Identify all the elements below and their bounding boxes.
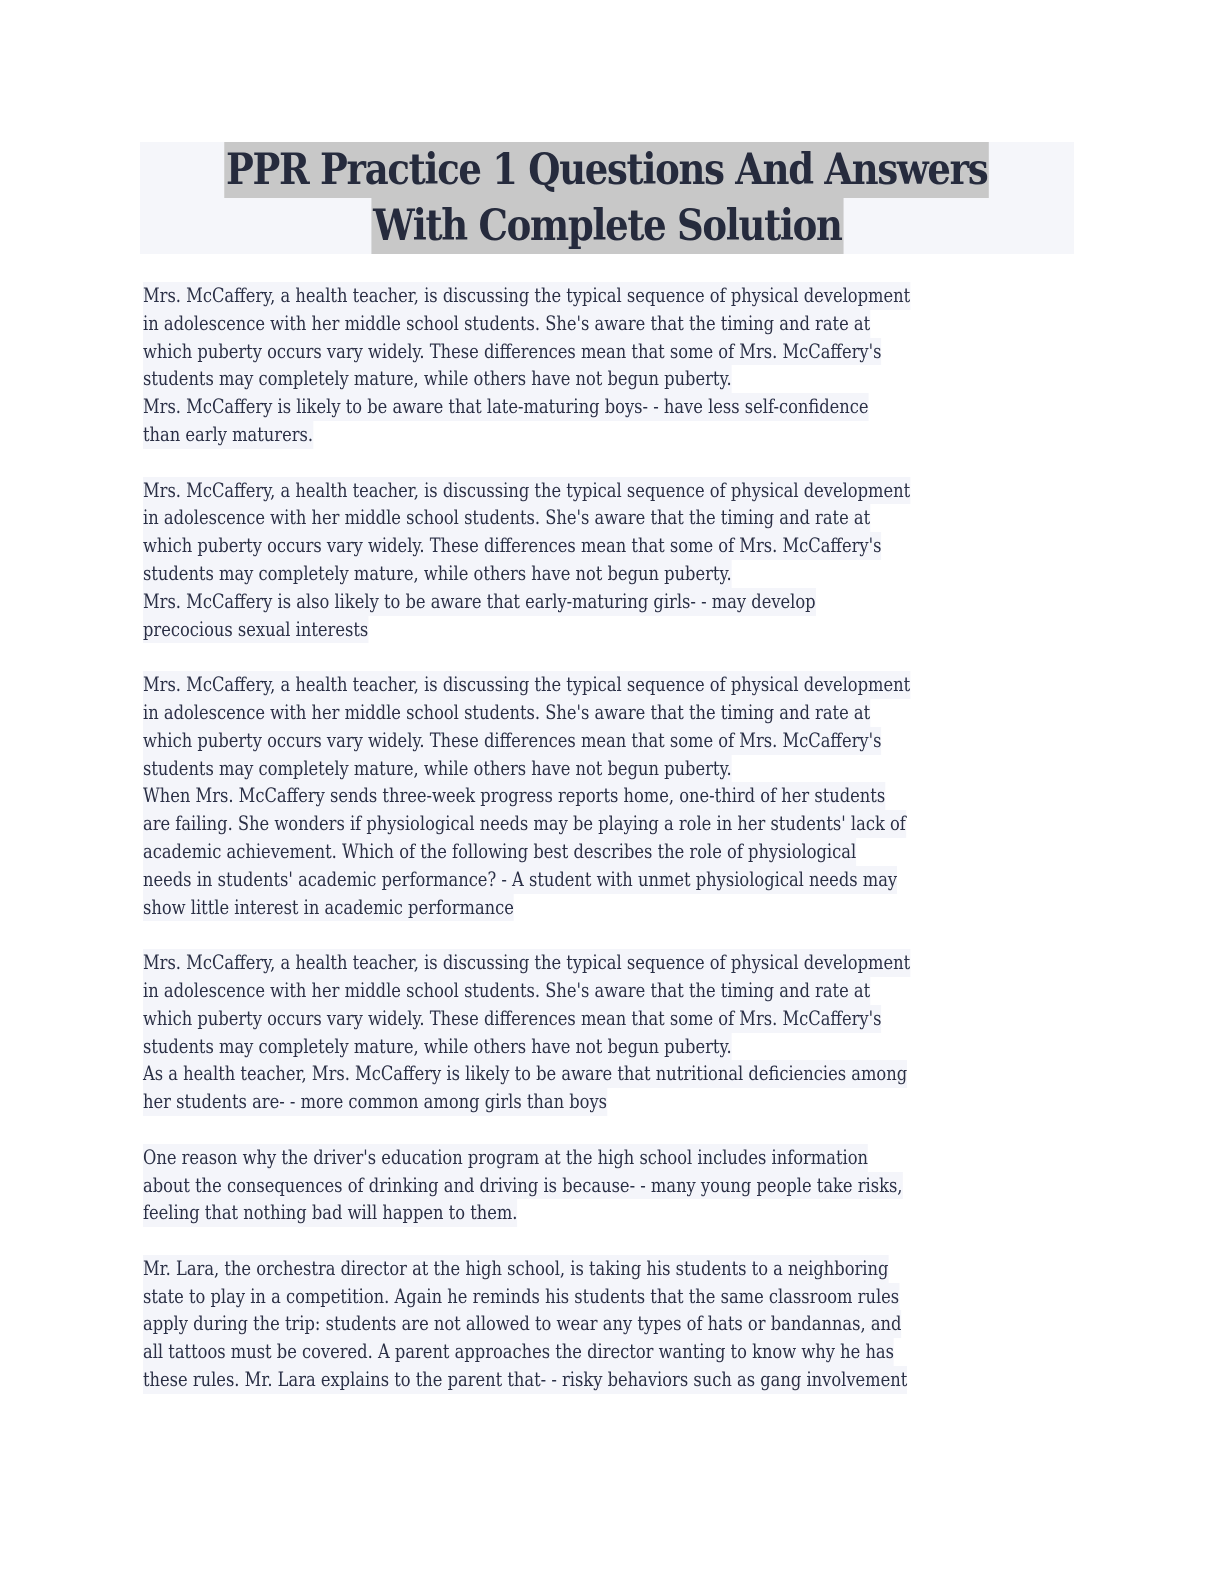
text-line-content: in adolescence with her middle school students. She's aware that the timing and rate at <box>143 699 870 727</box>
text-line-content: students may completely mature, while others have not begun puberty. <box>143 365 732 393</box>
qa-entry <box>143 477 1083 644</box>
text-line <box>143 310 1083 338</box>
text-line <box>143 949 1083 977</box>
text-line-content: apply during the trip: students are not allowed to wear any types of hats or bandannas, and <box>143 1310 901 1338</box>
title-line-1: PPR Practice 1 Questions And Answers <box>225 142 990 198</box>
qa-entry <box>143 282 1083 449</box>
text-line <box>143 1283 1083 1311</box>
text-line <box>143 1366 1083 1394</box>
text-line <box>143 1255 1083 1283</box>
text-line-content: show little interest in academic performance <box>143 894 514 922</box>
text-line-content: which puberty occurs vary widely. These differences mean that some of Mrs. McCaffery's <box>143 338 881 366</box>
text-line <box>143 699 1083 727</box>
text-line-content: are failing. She wonders if physiological needs may be playing a role in her students' lack of <box>143 810 906 838</box>
qa-entry <box>143 949 1083 1116</box>
text-line-content: these rules. Mr. Lara explains to the parent that- - risky behaviors such as gang involvement <box>143 1366 907 1394</box>
qa-entry <box>143 671 1083 921</box>
text-line <box>143 282 1083 310</box>
text-line-content: Mrs. McCaffery is likely to be aware that late-maturing boys- - have less self-confidence <box>143 393 869 421</box>
text-line-content: precocious sexual interests <box>143 616 368 644</box>
text-line <box>143 727 1083 755</box>
text-line-content: her students are- - more common among girls than boys <box>143 1088 607 1116</box>
text-line <box>143 393 1083 421</box>
text-line <box>143 477 1083 505</box>
text-line <box>143 504 1083 532</box>
text-line <box>143 1199 1083 1227</box>
text-line <box>143 782 1083 810</box>
text-line-content: Mrs. McCaffery, a health teacher, is discussing the typical sequence of physical development <box>143 949 910 977</box>
text-line <box>143 1033 1083 1061</box>
text-line-content: than early maturers. <box>143 421 313 449</box>
text-line-content: students may completely mature, while others have not begun puberty. <box>143 1033 732 1061</box>
text-line <box>143 755 1083 783</box>
text-line <box>143 1338 1083 1366</box>
text-line-content: in adolescence with her middle school students. She's aware that the timing and rate at <box>143 977 870 1005</box>
qa-entry <box>143 1255 1083 1394</box>
text-line <box>143 421 1083 449</box>
text-line-content: When Mrs. McCaffery sends three-week progress reports home, one-third of her students <box>143 782 885 810</box>
text-line <box>143 1005 1083 1033</box>
text-line-content: which puberty occurs vary widely. These differences mean that some of Mrs. McCaffery's <box>143 727 881 755</box>
text-line <box>143 1060 1083 1088</box>
document-title <box>140 142 1074 254</box>
text-line-content: Mrs. McCaffery, a health teacher, is discussing the typical sequence of physical development <box>143 282 910 310</box>
text-line <box>143 838 1083 866</box>
text-line-content: students may completely mature, while others have not begun puberty. <box>143 755 732 783</box>
text-line <box>143 532 1083 560</box>
text-line <box>143 671 1083 699</box>
text-line-content: in adolescence with her middle school students. She's aware that the timing and rate at <box>143 504 870 532</box>
text-line-content: state to play in a competition. Again he reminds his students that the same classroom rules <box>143 1283 899 1311</box>
text-line-content: needs in students' academic performance? - A student with unmet physiological needs may <box>143 866 897 894</box>
text-line <box>143 1144 1083 1172</box>
text-line-content: all tattoos must be covered. A parent approaches the director wanting to know why he has <box>143 1338 894 1366</box>
text-line-content: Mrs. McCaffery is also likely to be aware that early-maturing girls- - may develop <box>143 588 816 616</box>
document-body <box>143 282 1083 1422</box>
text-line-content: One reason why the driver's education program at the high school includes information <box>143 1144 868 1172</box>
text-line <box>143 365 1083 393</box>
text-line-content: which puberty occurs vary widely. These differences mean that some of Mrs. McCaffery's <box>143 532 881 560</box>
text-line <box>143 1172 1083 1200</box>
text-line-content: Mr. Lara, the orchestra director at the high school, is taking his students to a neighboring <box>143 1255 888 1283</box>
text-line <box>143 1310 1083 1338</box>
text-line <box>143 338 1083 366</box>
text-line <box>143 1088 1083 1116</box>
text-line <box>143 560 1083 588</box>
text-line-content: feeling that nothing bad will happen to them. <box>143 1199 517 1227</box>
text-line-content: students may completely mature, while others have not begun puberty. <box>143 560 732 588</box>
text-line <box>143 866 1083 894</box>
text-line-content: about the consequences of drinking and driving is because- - many young people take risks, <box>143 1172 902 1200</box>
text-line <box>143 588 1083 616</box>
text-line-content: Mrs. McCaffery, a health teacher, is discussing the typical sequence of physical development <box>143 671 910 699</box>
title-line-2: With Complete Solution <box>371 198 843 254</box>
text-line-content: academic achievement. Which of the following best describes the role of physiological <box>143 838 856 866</box>
qa-entry <box>143 1144 1083 1227</box>
text-line-content: which puberty occurs vary widely. These differences mean that some of Mrs. McCaffery's <box>143 1005 881 1033</box>
text-line <box>143 977 1083 1005</box>
text-line <box>143 616 1083 644</box>
text-line-content: in adolescence with her middle school students. She's aware that the timing and rate at <box>143 310 870 338</box>
text-line <box>143 894 1083 922</box>
text-line-content: Mrs. McCaffery, a health teacher, is discussing the typical sequence of physical development <box>143 477 910 505</box>
text-line <box>143 810 1083 838</box>
text-line-content: As a health teacher, Mrs. McCaffery is likely to be aware that nutritional deficiencies among <box>143 1060 907 1088</box>
